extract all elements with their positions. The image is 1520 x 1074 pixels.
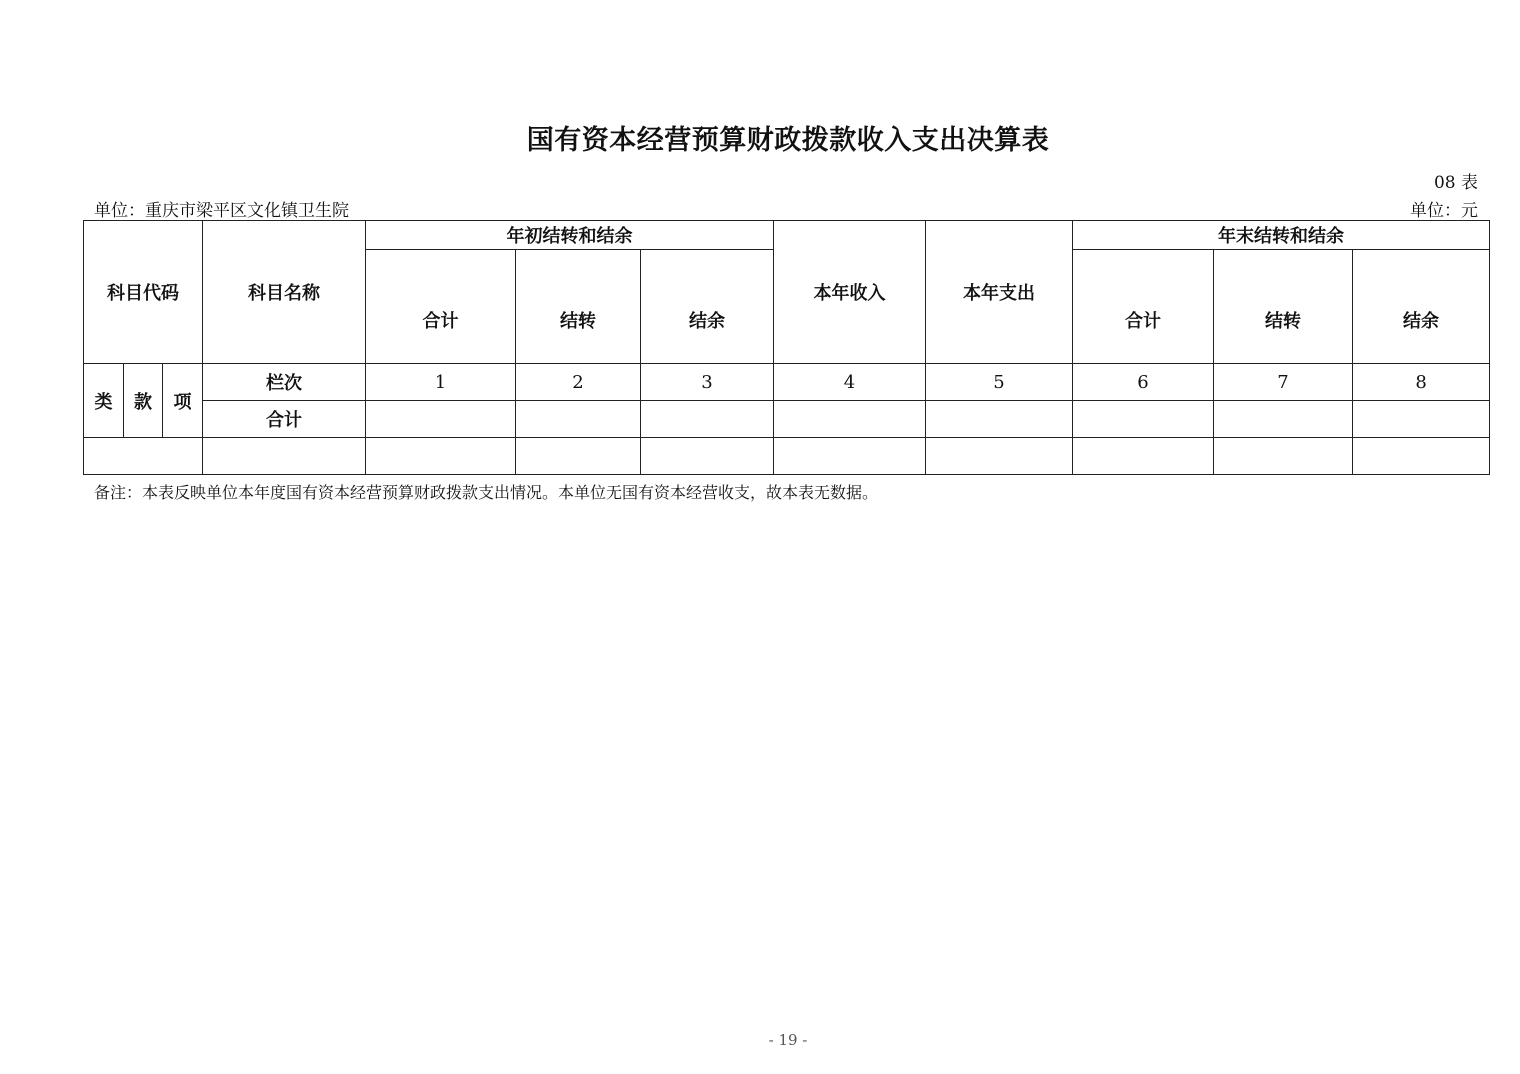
header-subject-code: 科目代码 [84, 221, 203, 364]
currency-unit: 单位：元 [1410, 201, 1478, 221]
code-category: 类 [84, 364, 124, 438]
column-number: 3 [641, 364, 774, 401]
blank-cell [1214, 438, 1353, 475]
total-cell [1214, 401, 1353, 438]
blank-cell [774, 438, 926, 475]
budget-table [83, 220, 1490, 475]
table-note: 备注：本表反映单位本年度国有资本经营预算财政拨款支出情况。本单位无国有资本经营收支，故本表无数据。 [94, 483, 879, 502]
total-cell [516, 401, 641, 438]
reporting-unit: 单位：重庆市梁平区文化镇卫生院 [94, 201, 349, 221]
blank-code-cell [84, 438, 203, 475]
column-number: 7 [1214, 364, 1353, 401]
column-number: 4 [774, 364, 926, 401]
header-closing-total: 合计 [1073, 250, 1214, 364]
total-cell [774, 401, 926, 438]
blank-name-cell [203, 438, 366, 475]
blank-cell [641, 438, 774, 475]
total-row-label: 合计 [203, 401, 366, 438]
code-section: 款 [124, 364, 163, 438]
code-item: 项 [163, 364, 203, 438]
header-annual-expense: 本年支出 [926, 221, 1073, 364]
header-annual-income: 本年收入 [774, 221, 926, 364]
page-number: - 19 - [768, 1031, 808, 1049]
document-title: 国有资本经营预算财政拨款收入支出决算表 [526, 125, 1050, 156]
column-number: 1 [366, 364, 516, 401]
total-cell [641, 401, 774, 438]
total-cell [366, 401, 516, 438]
blank-cell [926, 438, 1073, 475]
total-cell [1073, 401, 1214, 438]
header-opening-total: 合计 [366, 250, 516, 364]
total-cell [1353, 401, 1490, 438]
column-number: 8 [1353, 364, 1490, 401]
column-number: 5 [926, 364, 1073, 401]
header-opening-surplus: 结余 [641, 250, 774, 364]
column-number: 6 [1073, 364, 1214, 401]
header-subject-name: 科目名称 [203, 221, 366, 364]
blank-cell [516, 438, 641, 475]
blank-cell [366, 438, 516, 475]
header-closing-surplus: 结余 [1353, 250, 1490, 364]
header-opening-balance: 年初结转和结余 [366, 221, 774, 250]
total-cell [926, 401, 1073, 438]
form-number: 08 表 [1433, 173, 1478, 193]
blank-cell [1353, 438, 1490, 475]
column-index-label: 栏次 [203, 364, 366, 401]
header-closing-balance: 年末结转和结余 [1073, 221, 1490, 250]
header-opening-carryover: 结转 [516, 250, 641, 364]
column-number: 2 [516, 364, 641, 401]
blank-cell [1073, 438, 1214, 475]
header-closing-carryover: 结转 [1214, 250, 1353, 364]
